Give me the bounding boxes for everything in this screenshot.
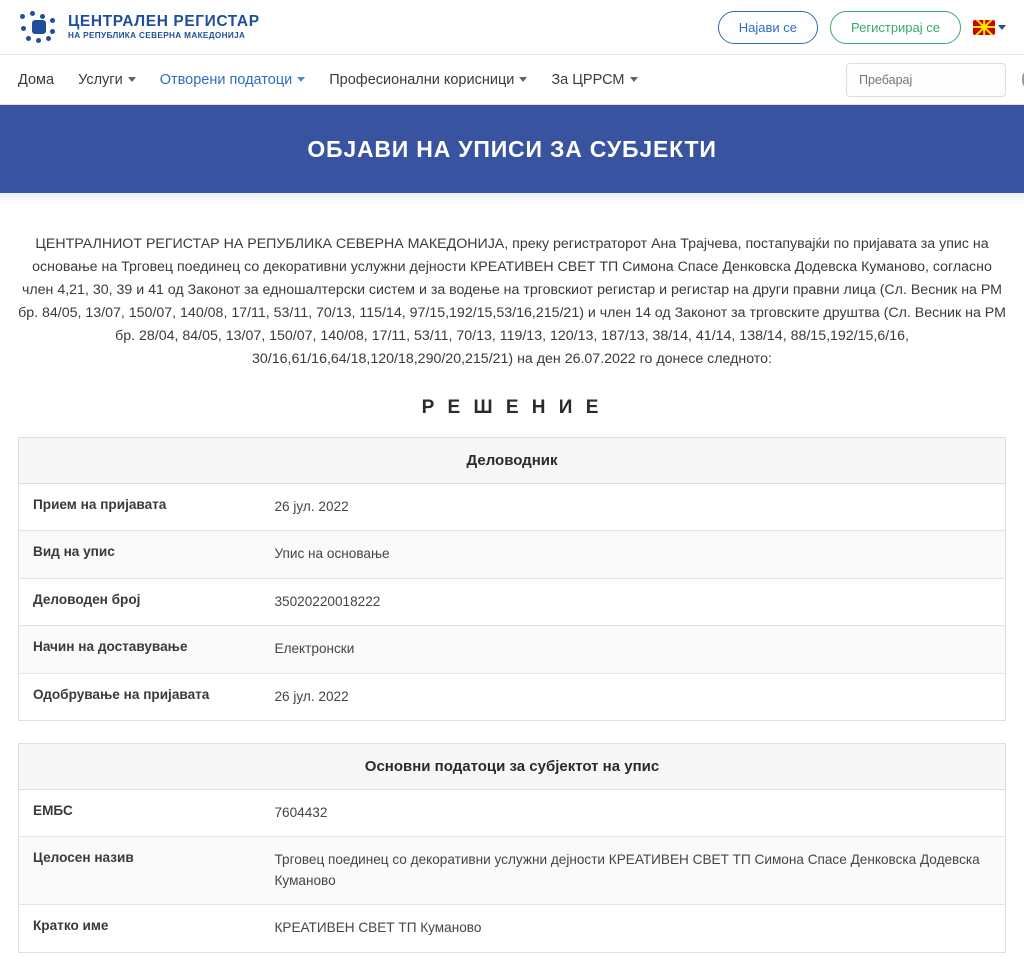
chevron-down-icon <box>128 77 136 82</box>
top-header-bar <box>0 0 1024 55</box>
nav-item-about[interactable] <box>551 72 637 88</box>
row-key: Вид на упис <box>19 531 261 578</box>
nav-item-open-data[interactable] <box>160 72 306 88</box>
row-key: Начин на доставување <box>19 626 261 673</box>
table-caption: Основни податоци за субјектот на упис <box>19 743 1006 789</box>
table-row <box>19 673 1006 720</box>
row-key: Кратко име <box>19 905 261 952</box>
page-title: ОБЈАВИ НА УПИСИ ЗА СУБЈЕКТИ <box>307 135 717 162</box>
main-navigation <box>0 55 1024 105</box>
row-key: Одобрување на пријавата <box>19 673 261 720</box>
brand-title: ЦЕНТРАЛЕН РЕГИСТАР <box>68 12 260 30</box>
nav-item-label: Дома <box>18 71 55 88</box>
table-row <box>19 484 1006 531</box>
brand-subtitle: НА РЕПУБЛИКА СЕВЕРНА МАКЕДОНИЈА <box>68 30 246 40</box>
page-banner <box>0 105 1024 193</box>
row-value: Упис на основање <box>261 531 1006 578</box>
delovodnik-table <box>18 437 1006 721</box>
nav-item-label: Отворени податоци <box>159 71 293 88</box>
language-selector[interactable] <box>973 20 1006 35</box>
row-key: Прием на пријавата <box>19 484 261 531</box>
chevron-down-icon <box>630 77 638 82</box>
row-key: Деловоден број <box>19 578 261 625</box>
intro-paragraph: ЦЕНТРАЛНИОТ РЕГИСТАР НА РЕПУБЛИКА СЕВЕРНА МАКЕДОНИЈА, преку регистраторот Ана Трајчева, постапувајќи по пријавата за упис на основање на Трговец поединец со декоративни услужни дејности КРЕАТИВЕН СВЕТ ТП Симона Спасе Денковска Додевска Куманово, согласно член 4,21, 30, 39 и 41 од Законот за едношалтерски систем и за водење на трговскиот регистар и регистар на други правни лица (Сл. Весник на РМ бр. 84/05, 13/07, 150/07, 140/08, 17/11, 53/11, 70/13, 115/14, 97/15,192/15,53/16,215/21) и член 14 од Законот за трговските друштва (Сл. Весник на РМ бр. 28/04, 84/05, 13/07, 150/07, 140/08, 17/11, 53/11, 70/13, 119/13, 120/13, 187/13, 38/14, 41/14, 138/14, 88/15,192/15,6/16, 30/16,61/16,64/18,120/18,290/20,215/21) на ден 26.07.2022 го донесе следното: <box>18 236 1006 367</box>
table-row <box>19 578 1006 625</box>
table-row <box>19 626 1006 673</box>
register-button[interactable]: Регистрирај се <box>830 11 961 44</box>
row-value: 26 јул. 2022 <box>261 673 1006 720</box>
row-value: Трговец поединец со декоративни услужни дејности КРЕАТИВЕН СВЕТ ТП Симона Спасе Денковска Додевска Куманово <box>261 837 1006 905</box>
row-value: Електронски <box>261 626 1006 673</box>
nav-item-home[interactable] <box>18 72 54 88</box>
table-row <box>19 905 1006 952</box>
mk-flag-icon <box>973 20 995 35</box>
nav-item-professional-users[interactable] <box>329 72 527 88</box>
row-value: 26 јул. 2022 <box>261 484 1006 531</box>
row-value: 35020220018222 <box>261 578 1006 625</box>
table-row <box>19 837 1006 905</box>
nav-item-label: Професионални корисници <box>329 71 515 88</box>
header-actions <box>718 11 1006 44</box>
brand-logo[interactable] <box>18 10 260 44</box>
chevron-down-icon <box>998 25 1006 30</box>
search-input[interactable] <box>857 72 1022 88</box>
table-row <box>19 531 1006 578</box>
table-row <box>19 789 1006 836</box>
decision-heading: Р Е Ш Е Н И Е <box>421 397 603 418</box>
chevron-down-icon <box>297 77 305 82</box>
table-caption: Деловодник <box>19 438 1006 484</box>
row-value: КРЕАТИВЕН СВЕТ ТП Куманово <box>261 905 1006 952</box>
main-content <box>0 203 1024 953</box>
registry-logo-icon <box>18 10 58 44</box>
basic-data-table <box>18 743 1006 953</box>
row-key: Целосен назив <box>19 837 261 905</box>
login-button[interactable]: Најави се <box>718 11 818 44</box>
nav-item-services[interactable] <box>78 72 136 88</box>
nav-item-label: Услуги <box>78 71 123 88</box>
chevron-down-icon <box>519 77 527 82</box>
row-value: 7604432 <box>261 789 1006 836</box>
search-box[interactable] <box>846 63 1006 97</box>
row-key: ЕМБС <box>19 789 261 836</box>
nav-item-label: За ЦРРСМ <box>551 71 625 88</box>
banner-shadow <box>0 193 1024 203</box>
